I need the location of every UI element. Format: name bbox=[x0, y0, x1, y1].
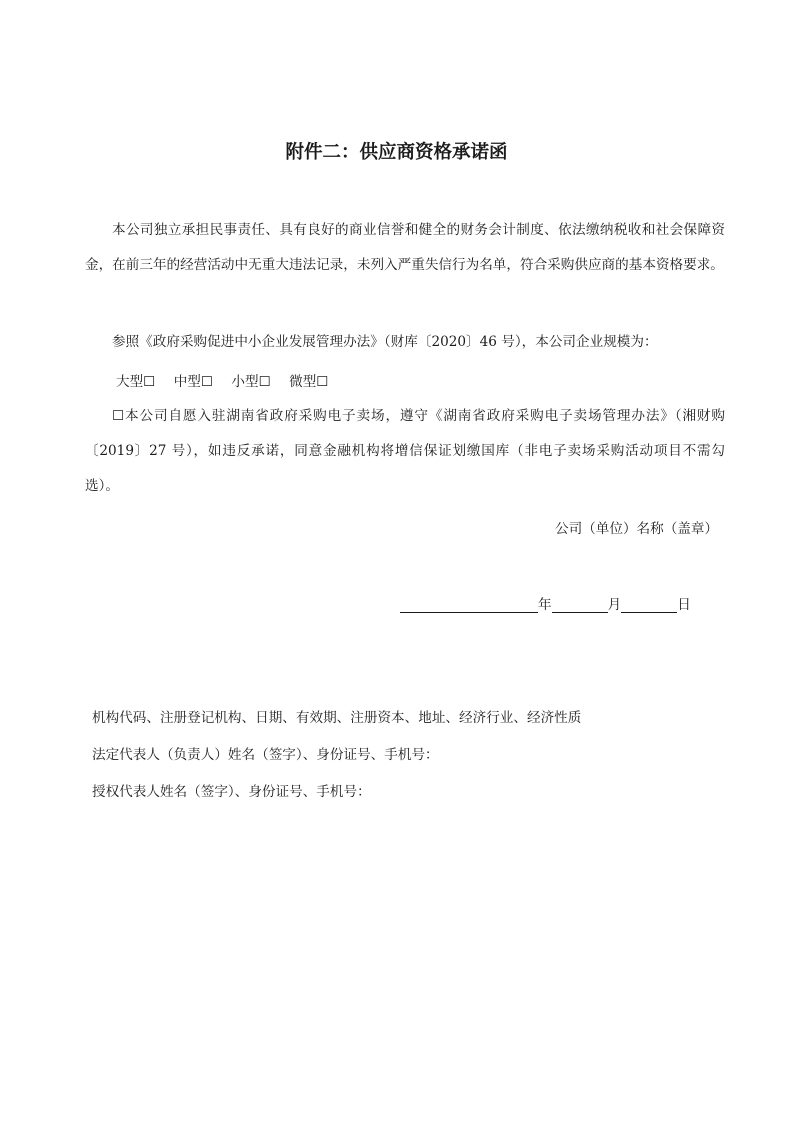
organization-info-line: 机构代码、注册登记机构、日期、有效期、注册资本、地址、经济行业、经济性质 bbox=[92, 710, 582, 726]
company-seal-label: 公司（单位）名称（盖章） bbox=[555, 521, 719, 537]
day-label: 日 bbox=[677, 597, 691, 613]
size-option-large[interactable]: 大型☐ bbox=[116, 374, 156, 390]
size-option-medium[interactable]: 中型☐ bbox=[173, 374, 214, 390]
year-blank[interactable] bbox=[400, 595, 538, 613]
qualification-statement: 本公司独立承担民事责任、具有良好的商业信誉和健全的财务会计制度、依法缴纳税收和社会保障资金，在前三年的经营活动中无重大违法记录，未列入严重失信行为名单，符合采购供应商的基本资格要求。 bbox=[85, 222, 725, 273]
month-blank[interactable] bbox=[552, 595, 608, 613]
enterprise-size-statement: 参照《政府采购促进中小企业发展管理办法》（财库〔2020〕46 号），本公司企业规模为： bbox=[112, 334, 658, 350]
year-label: 年 bbox=[538, 597, 552, 613]
authorized-representative-line: 授权代表人姓名（签字）、身份证号、手机号： bbox=[92, 784, 371, 800]
e-mall-commitment: ☐本公司自愿入驻湖南省政府采购电子卖场，遵守《湖南省政府采购电子卖场管理办法》（湘财购〔2019〕27 号），如违反承诺，同意金融机构将增信保证划缴国库（非电子卖场采购活动项目不需勾选）。 bbox=[85, 408, 725, 494]
enterprise-size-options bbox=[116, 370, 328, 390]
day-blank[interactable] bbox=[621, 595, 677, 613]
size-option-small[interactable]: 小型☐ bbox=[231, 374, 271, 390]
legal-representative-line: 法定代表人（负责人）姓名（签字）、身份证号、手机号： bbox=[92, 747, 439, 763]
size-option-micro[interactable]: 微型☐ bbox=[289, 374, 329, 390]
date-line bbox=[400, 593, 691, 613]
document-title: 附件二：供应商资格承诺函 bbox=[285, 142, 508, 163]
month-label: 月 bbox=[607, 597, 622, 613]
